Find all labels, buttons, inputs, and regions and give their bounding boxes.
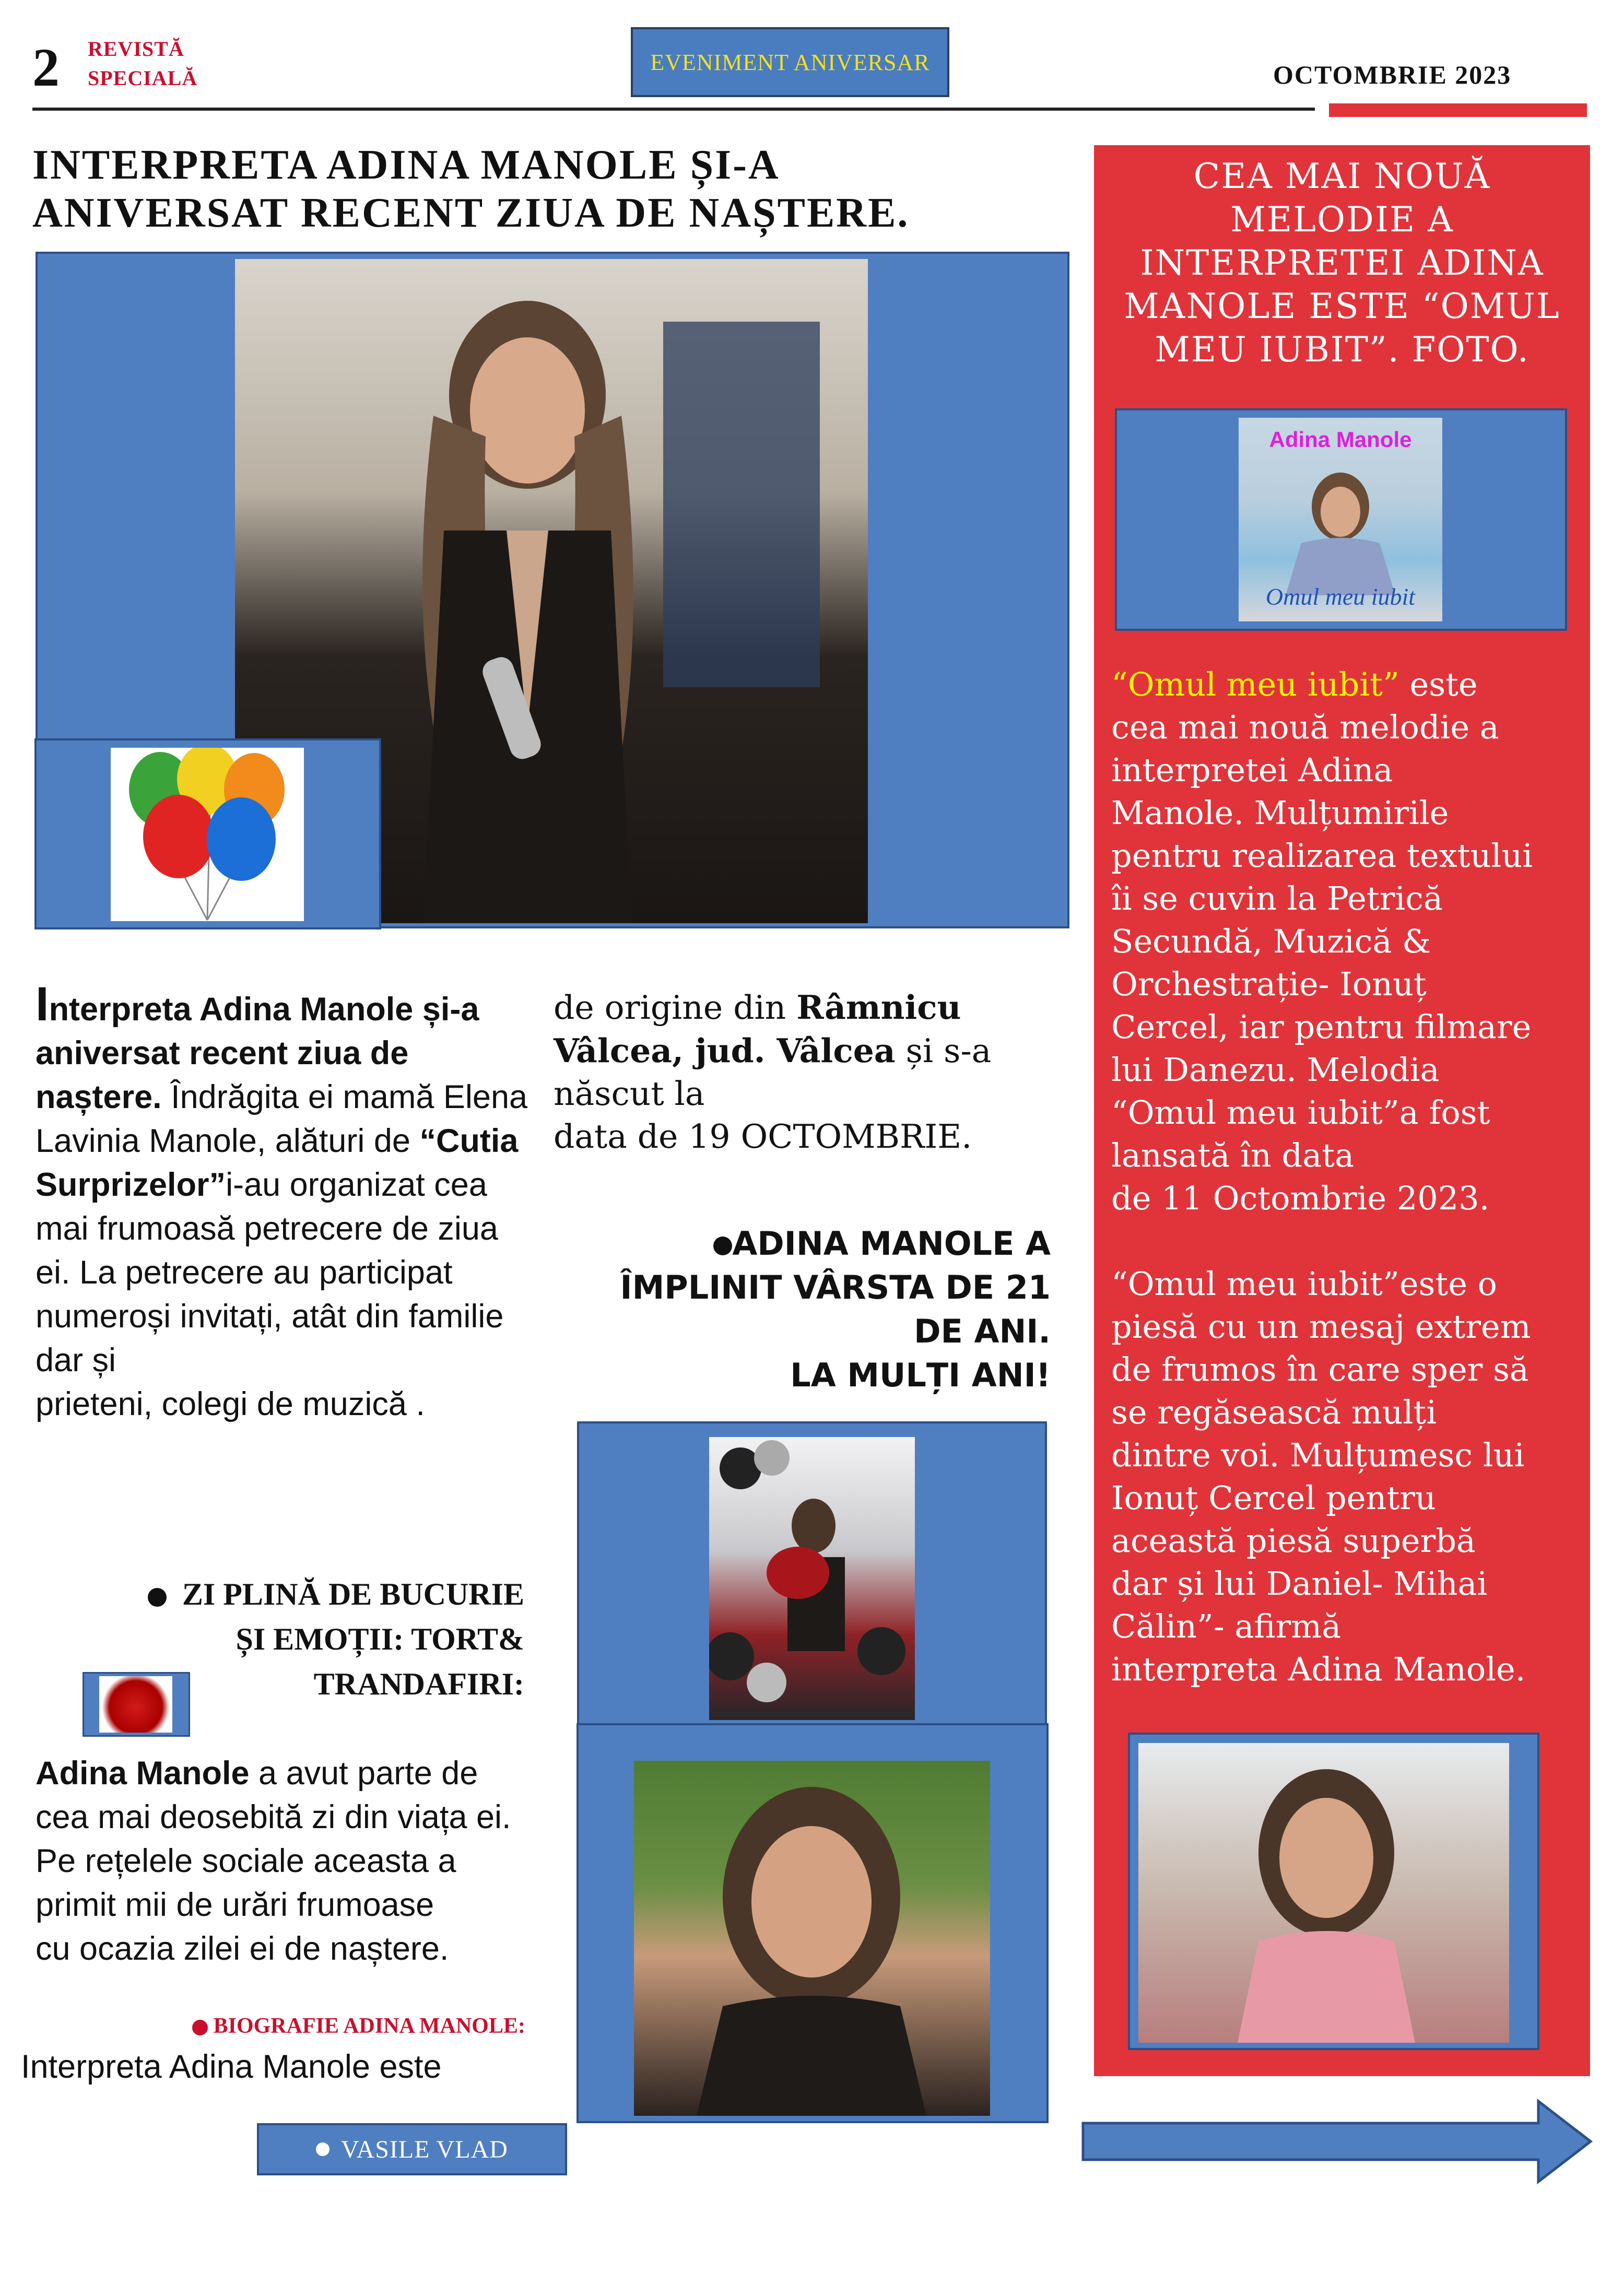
sidebar-line: interpretei Adina (1111, 751, 1393, 789)
age-heading (554, 1222, 1051, 1397)
bullet-icon (148, 1588, 167, 1607)
lead-text-2: i-au organizat cea mai frumoasă petrecere de ziua ei. La petrecere au participat numeroși invitați, atât din familie dar și (36, 1167, 504, 1379)
page-number: 2 (32, 38, 60, 98)
lead-text: Îndrăgita ei mamă Elena Lavinia Manole, alături de (36, 1079, 528, 1159)
next-page-arrow[interactable] (1074, 2097, 1596, 2186)
sidebar-line: Călin”- afirmă (1111, 1607, 1341, 1645)
bullet-icon (192, 2020, 208, 2035)
sidebar-line: pentru realizarea textului (1111, 837, 1533, 875)
sidebar-line: Secundă, Muzică & (1111, 922, 1431, 960)
singer-portrait-2-image (634, 1761, 990, 2116)
lead-text-3: prieteni, colegi de muzică . (36, 1386, 425, 1422)
sidebar-body (1111, 663, 1592, 1691)
sidebar-line: se regăsească mulți (1111, 1393, 1437, 1431)
celebration-heading-line: TRANDAFIRI: (313, 1667, 524, 1701)
age-heading-line: DE ANI. (914, 1312, 1051, 1350)
author-byline (257, 2123, 567, 2175)
publication-name-line2: SPECIALĂ (88, 66, 198, 90)
sidebar-line: lansată în data (1111, 1136, 1355, 1174)
header-rule (32, 108, 1315, 111)
origin-place: Râmnicu Vâlcea, jud. Vâlcea (554, 988, 961, 1070)
sidebar-line: piesă cu un mesaj extrem (1111, 1308, 1531, 1346)
sidebar-line: “Omul meu iubit” este (1111, 665, 1478, 703)
sidebar-photo (1138, 1743, 1509, 2043)
lead-paragraph (36, 978, 532, 1426)
artist-name: Adina Manole (36, 1755, 250, 1792)
sidebar-heading-line: CEA MAI NOUĂ (1193, 156, 1491, 196)
issue-date: OCTOMBRIE 2023 (1273, 60, 1512, 89)
sidebar-line: cea mai nouă melodie a (1111, 708, 1499, 746)
sidebar-heading-line: MELODIE A (1230, 199, 1454, 240)
lead-bold-2: “Cutia Surprizelor” (36, 1123, 519, 1203)
portrait-photo (634, 1761, 990, 2116)
publication-name (88, 34, 197, 93)
sidebar-heading-line: MANOLE ESTE “OMUL (1124, 286, 1560, 326)
drop-cap: I (36, 978, 49, 1031)
publication-name-line1: REVISTĂ (88, 37, 184, 61)
sidebar-heading-line: INTERPRETEI ADINA (1140, 243, 1544, 283)
sidebar-line: “Omul meu iubit”a fost (1111, 1093, 1490, 1132)
celebration-heading-line: ȘI EMOȚII: TORT& (236, 1622, 524, 1656)
lead-bold: nterpreta Adina Manole și-a aniversat recent ziua de naștere. (36, 991, 479, 1115)
party-balloons-image (709, 1437, 915, 1720)
sidebar-line: interpreta Adina Manole. (1111, 1650, 1526, 1688)
sidebar-line: dintre voi. Mulțumesc lui (1111, 1436, 1525, 1474)
single-artist-label: Adina Manole (1269, 427, 1412, 452)
sidebar-line: îi se cuvin la Petrică (1111, 879, 1443, 917)
bullet-icon (713, 1237, 732, 1255)
sidebar-line: Manole. Mulțumirile (1111, 794, 1449, 832)
balloons-icon (111, 748, 304, 921)
sidebar-heading-line: MEU IUBIT”. FOTO. (1155, 329, 1529, 370)
sidebar-line: “Omul meu iubit”este o (1111, 1265, 1497, 1303)
birth-date-line: data de 19 OCTOMBRIE. (554, 1117, 972, 1156)
continued-paragraph (554, 986, 1055, 1158)
age-heading-line: LA MULȚI ANI! (790, 1356, 1051, 1394)
article-headline (32, 141, 1056, 237)
age-heading-line: ÎMPLINIT VÂRSTA DE 21 (620, 1268, 1051, 1306)
origin-text: de origine din (554, 988, 797, 1027)
biography-heading-label: BIOGRAFIE ADINA MANOLE: (213, 2014, 525, 2038)
single-title-label: Omul meu iubit (1265, 583, 1416, 610)
biography-heading (131, 2014, 525, 2039)
celebration-paragraph (36, 1751, 532, 1971)
sidebar-line: Cercel, iar pentru filmare (1111, 1008, 1532, 1046)
headline-line-1: INTERPRETA ADINA MANOLE ȘI-A (32, 142, 780, 188)
party-photo (709, 1437, 915, 1720)
arrow-right-icon (1074, 2097, 1596, 2186)
celebration-heading-line: ZI PLINĂ DE BUCURIE (182, 1577, 524, 1611)
celebration-text: a avut parte de cea mai deosebită zi din viața ei. Pe rețelele sociale aceasta a primit mii de urări frumoase (36, 1755, 511, 1923)
section-tag (631, 27, 949, 97)
section-tag-label: EVENIMENT ANIVERSAR (650, 49, 930, 75)
sidebar-heading (1117, 155, 1567, 371)
singer-photo-image (1138, 1743, 1509, 2043)
bullet-icon (316, 2142, 329, 2156)
headline-line-2: ANIVERSAT RECENT ZIUA DE NAȘTERE. (32, 190, 910, 236)
roses-image (99, 1676, 172, 1733)
celebration-text-2: cu ocazia zilei ei de naștere. (36, 1930, 449, 1967)
sidebar-line: de 11 Octombrie 2023. (1111, 1179, 1490, 1217)
biography-text: Interpreta Adina Manole este (21, 2048, 442, 2085)
header-accent-bar (1329, 103, 1587, 117)
sidebar-line: această piesă superbă (1111, 1522, 1476, 1560)
balloons-image (111, 748, 304, 921)
sidebar-line: dar și lui Daniel- Mihai (1111, 1564, 1488, 1603)
sidebar-line: de frumos în care sper să (1111, 1350, 1529, 1388)
song-title-highlight: “Omul meu iubit” (1111, 665, 1399, 703)
sidebar-line: Orchestrație- Ionuț (1111, 965, 1427, 1003)
origin-text-2: și s-a născut la (554, 1032, 992, 1113)
author-name: VASILE VLAD (341, 2135, 508, 2163)
age-heading-line: ADINA MANOLE A (732, 1224, 1051, 1263)
sidebar-line: Ionuț Cercel pentru (1111, 1479, 1436, 1517)
sidebar-line: lui Danezu. Melodia (1111, 1051, 1440, 1089)
